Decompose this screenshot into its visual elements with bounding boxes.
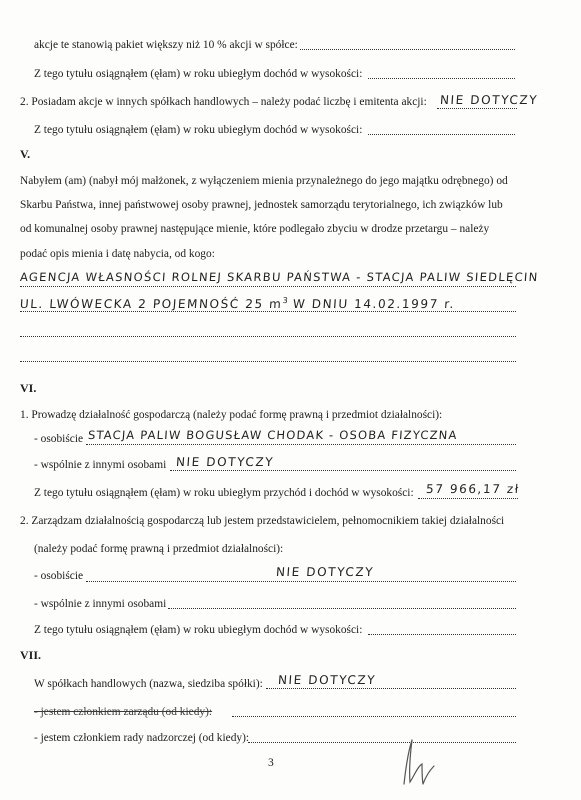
- income-label-2: Z tego tytułu osiągnąłem (ęłam) w roku ubiegłym dochód w wysokości:: [34, 124, 363, 136]
- companies-handwritten: NIE DOTYCZY: [277, 673, 377, 687]
- section-v-field-2[interactable]: [20, 311, 516, 312]
- business-income-label: Z tego tytułu osiągnąłem (ęłam) w roku ubiegłym przychód i dochód w wysokości:: [34, 487, 414, 499]
- section-v-text-1: Nabyłem (am) (nabył mój małżonek, z wyłączeniem mienia przynależnego do jego majątku odrębnego) od: [20, 175, 508, 187]
- income-label-1: Z tego tytułu osiągnąłem (ęłam) w roku ubiegłym dochód w wysokości:: [34, 68, 363, 80]
- management-personal-field[interactable]: [86, 581, 516, 582]
- section-vi-heading: VI.: [20, 381, 37, 395]
- business-management-label: 2. Zarządzam działalnością gospodarczą lub jestem przedstawicielem, pełnomocnikiem takiej działalności: [20, 515, 505, 527]
- section-v-text-3: od komunalnej osoby prawnej następujące mienie, które podlegało zbyciu w drodze przetargu – należy: [20, 223, 490, 235]
- section-v-field-1[interactable]: [20, 286, 516, 287]
- business-personal-label: - osobiście: [34, 433, 84, 445]
- supervisory-board-label: - jestem członkiem rady nadzorczej (od kiedy):: [34, 732, 250, 744]
- business-joint-label: - wspólnie z innymi osobami: [34, 459, 167, 471]
- management-joint-label: - wspólnie z innymi osobami: [34, 598, 167, 610]
- business-management-note: (należy podać formę prawną i przedmiot działalności):: [34, 543, 284, 555]
- companies-label: W spółkach handlowych (nazwa, siedziba spółki):: [34, 678, 263, 690]
- business-personal-field[interactable]: [86, 444, 516, 445]
- signature-initials: [398, 736, 438, 788]
- management-personal-handwritten: NIE DOTYCZY: [275, 565, 375, 579]
- other-shares-handwritten: NIE DOTYCZY: [439, 93, 539, 107]
- shares-packet-field[interactable]: [300, 49, 515, 50]
- management-joint-field[interactable]: [168, 608, 516, 609]
- section-v-text-4: podać opis mienia i datę nabycia, od kogo:: [20, 248, 215, 260]
- section-v-text-2: Skarbu Państwa, innej państwowej osoby prawnej, jednostek samorządu terytorialnego, ich związków lub: [20, 199, 503, 211]
- business-income-handwritten: 57 966,17 zł: [425, 482, 521, 496]
- section-v-field-3[interactable]: [20, 336, 516, 337]
- income-field-1[interactable]: [368, 78, 515, 79]
- management-personal-label: - osobiście: [34, 570, 84, 582]
- section-v-handwritten-2: UL. LWÓWECKA 2 POJEMNOŚĆ 25 $m^3$ W DNIU 14.02.1997 r.: [19, 296, 456, 311]
- supervisory-board-field[interactable]: [248, 742, 516, 743]
- board-member-label: - jestem członkiem zarządu (od kiedy):: [34, 706, 213, 718]
- section-v-heading: V.: [20, 147, 31, 161]
- business-income-field[interactable]: [418, 498, 518, 499]
- business-personal-handwritten: STACJA PALIW BOGUSŁAW CHODAK - OSOBA FIZYCZNA: [87, 428, 459, 442]
- companies-field[interactable]: [266, 688, 516, 689]
- other-shares-label: 2. Posiadam akcje w innych spółkach handlowych – należy podać liczbę i emitenta akcji:: [20, 96, 427, 108]
- business-joint-handwritten: NIE DOTYCZY: [175, 455, 275, 469]
- shares-packet-label: akcje te stanowią pakiet większy niż 10 % akcji w spółce:: [34, 39, 298, 51]
- other-shares-field[interactable]: [437, 108, 517, 109]
- board-member-field[interactable]: [232, 716, 516, 717]
- management-income-field[interactable]: [368, 634, 516, 635]
- section-vii-heading: VII.: [20, 648, 42, 662]
- business-activity-label: 1. Prowadzę działalność gospodarczą (należy podać formę prawną i przedmiot działalności):: [20, 409, 443, 421]
- management-income-label: Z tego tytułu osiągnąłem (ęłam) w roku ubiegłym dochód w wysokości:: [34, 624, 363, 636]
- income-field-2[interactable]: [368, 134, 515, 135]
- page-number: 3: [268, 757, 274, 769]
- section-v-handwritten-1: AGENCJA WŁASNOŚCI ROLNEJ SKARBU PAŃSTWA - STACJA PALIW SIEDLĘCIN: [19, 270, 540, 284]
- business-joint-field[interactable]: [170, 470, 516, 471]
- section-v-field-4[interactable]: [20, 361, 516, 362]
